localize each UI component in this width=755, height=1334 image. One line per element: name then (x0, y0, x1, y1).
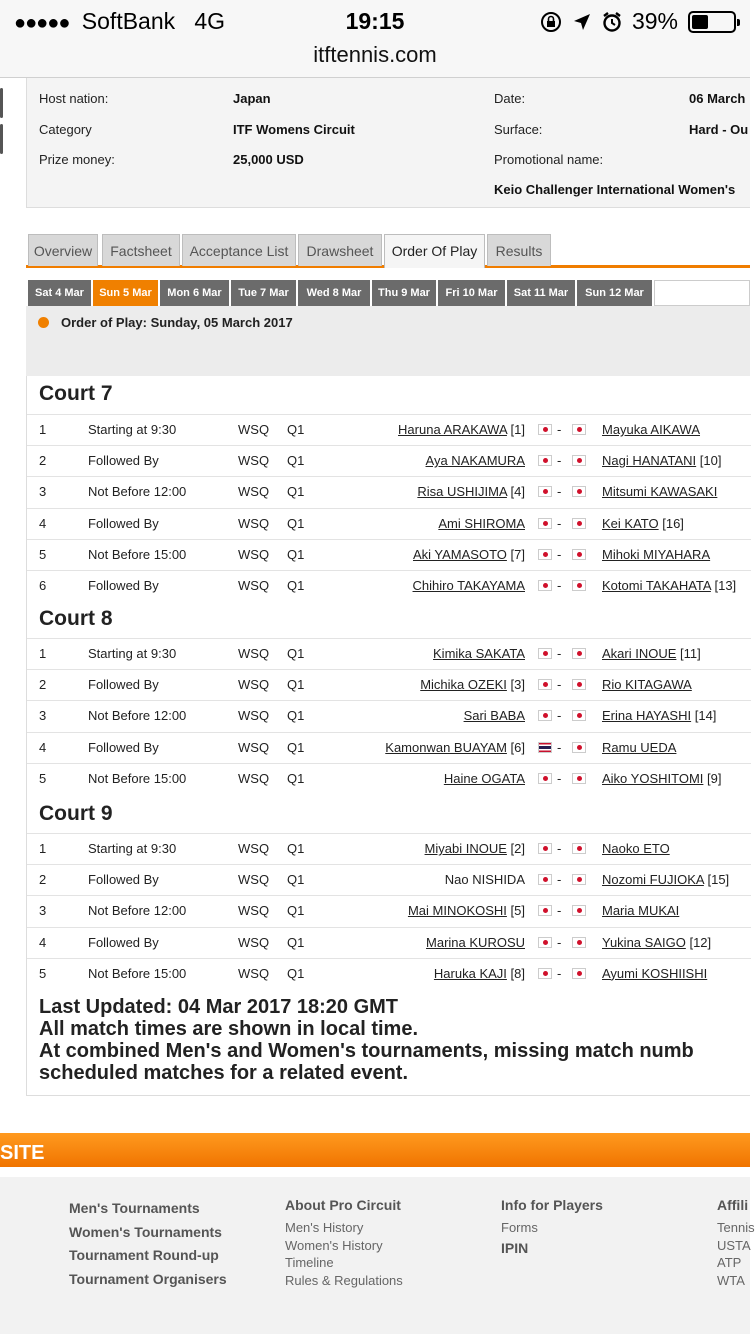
player-two (602, 701, 716, 731)
japan-flag-icon (538, 580, 552, 591)
player-two (602, 571, 736, 601)
match-number: 4 (39, 515, 47, 531)
match-number: 6 (39, 578, 47, 593)
match-row (27, 539, 751, 570)
footer-heading[interactable]: Info for Players (501, 1197, 603, 1213)
network-type: 4G (194, 8, 225, 34)
match-round: Q1 (287, 422, 305, 437)
footer-link[interactable]: WTA (717, 1272, 745, 1288)
footer-link[interactable]: USTA (717, 1237, 751, 1253)
player-one-seed: [4] (510, 484, 525, 500)
versus-separator: - (557, 515, 562, 531)
footer-link[interactable]: IPIN (501, 1239, 529, 1256)
footer-col-players (501, 1197, 603, 1260)
versus-separator: - (557, 841, 562, 856)
host-nation-value: Japan (233, 91, 271, 106)
match-start: Followed By (88, 515, 159, 531)
match-number: 2 (39, 872, 47, 888)
promo-label: Promotional name: (494, 152, 604, 167)
japan-flag-icon (538, 937, 552, 948)
player-one (417, 477, 525, 507)
day-sat-4[interactable]: Sat 4 Mar (28, 280, 91, 306)
match-number: 5 (39, 770, 47, 786)
tab-overview[interactable]: Overview (28, 234, 98, 266)
match-row (27, 669, 751, 700)
player-one-link[interactable]: Haruna ARAKAWA (398, 422, 507, 437)
battery-icon (688, 11, 736, 33)
versus-separator: - (557, 646, 562, 661)
match-round: Q1 (287, 841, 305, 856)
japan-flag-icon (572, 710, 586, 721)
match-number: 2 (39, 677, 47, 693)
japan-flag-icon (572, 679, 586, 690)
japan-flag-icon (572, 742, 586, 753)
player-two-seed: [12] (689, 934, 712, 950)
match-start: Followed By (88, 872, 159, 888)
versus-separator: - (557, 546, 562, 562)
player-two-seed: [9] (707, 770, 722, 786)
japan-flag-icon (538, 773, 552, 784)
category-label: Category (39, 122, 92, 137)
player-two (602, 509, 684, 539)
japan-flag-icon (538, 486, 552, 497)
prize-value: 25,000 USD (233, 152, 304, 167)
player-one (413, 571, 525, 601)
tournament-tabs (26, 234, 750, 268)
match-round: Q1 (287, 708, 305, 724)
match-round: Q1 (287, 646, 305, 661)
japan-flag-icon (572, 455, 586, 466)
bullet-icon (38, 317, 49, 328)
player-two-link[interactable]: Nozomi FUJIOKA (602, 872, 704, 888)
match-event: WSQ (238, 770, 270, 786)
versus-separator: - (557, 770, 562, 786)
match-event: WSQ (238, 965, 270, 981)
match-round: Q1 (287, 546, 305, 562)
match-number: 5 (39, 546, 47, 562)
match-event: WSQ (238, 646, 270, 661)
player-one-seed: [2] (510, 841, 525, 856)
schedule-notes (39, 996, 694, 1084)
match-event: WSQ (238, 677, 270, 693)
player-one (464, 701, 525, 731)
site-banner-label: SITE (0, 1142, 45, 1164)
player-two-link[interactable]: Yukina SAIGO (602, 934, 686, 950)
match-round: Q1 (287, 872, 305, 888)
match-event: WSQ (238, 484, 270, 500)
japan-flag-icon (572, 486, 586, 497)
match-row (27, 570, 751, 601)
player-two (602, 834, 670, 864)
player-one-link[interactable]: Aya NAKAMURA (425, 453, 525, 469)
player-two-seed: [14] (694, 708, 717, 724)
match-number: 3 (39, 484, 47, 500)
day-mon-6[interactable]: Mon 6 Mar (160, 280, 229, 306)
japan-flag-icon (572, 905, 586, 916)
match-row (27, 638, 751, 669)
player-two-seed: [10] (699, 453, 722, 469)
japan-flag-icon (572, 843, 586, 854)
japan-flag-icon (572, 937, 586, 948)
footer-link[interactable]: Forms (501, 1220, 538, 1235)
match-event: WSQ (238, 453, 270, 469)
player-one-seed: [8] (510, 965, 525, 981)
versus-separator: - (557, 708, 562, 724)
player-two-link[interactable]: Ramu UEDA (602, 739, 677, 755)
match-row (27, 700, 751, 731)
japan-flag-icon (572, 773, 586, 784)
player-two-link[interactable]: Mihoki MIYAHARA (602, 546, 711, 562)
schedule (26, 376, 750, 1096)
japan-flag-icon (538, 874, 552, 885)
combined-note-cont: scheduled matches for a related event. (39, 1062, 409, 1084)
japan-flag-icon (538, 455, 552, 466)
player-two-link[interactable]: Nagi HANATANI (602, 453, 697, 469)
footer-link[interactable]: Women's History (285, 1237, 383, 1253)
match-round: Q1 (287, 453, 305, 469)
match-number: 1 (39, 841, 47, 856)
player-two (602, 477, 717, 507)
match-event: WSQ (238, 422, 270, 437)
combined-note: At combined Men's and Women's tournaments, missing match numb (39, 1040, 694, 1062)
court-heading: Court 8 (39, 607, 113, 630)
japan-flag-icon (538, 843, 552, 854)
match-row (27, 895, 751, 926)
match-start: Not Before 12:00 (88, 903, 187, 919)
match-start: Followed By (88, 739, 159, 755)
japan-flag-icon (538, 424, 552, 435)
day-sat-11[interactable]: Sat 11 Mar (507, 280, 575, 306)
player-one (425, 834, 525, 864)
japan-flag-icon (572, 648, 586, 659)
player-two-link[interactable]: Akari INOUE (602, 646, 677, 661)
player-one-link[interactable]: Haine OGATA (443, 770, 525, 786)
versus-separator: - (557, 578, 562, 593)
match-start: Not Before 12:00 (88, 708, 187, 724)
player-two (602, 639, 701, 669)
day-thu-9[interactable]: Thu 9 Mar (372, 280, 436, 306)
versus-separator: - (557, 739, 562, 755)
date-label: Date: (494, 91, 526, 106)
court-heading: Court 7 (39, 382, 113, 405)
player-one (434, 959, 525, 989)
player-one-seed: [7] (510, 546, 525, 562)
footer-link[interactable]: Women's Tournaments (69, 1223, 222, 1240)
player-one-link[interactable]: Sari BABA (463, 708, 525, 724)
tab-order-of-play[interactable]: Order Of Play (384, 234, 485, 268)
match-start: Not Before 12:00 (88, 484, 187, 500)
match-round: Q1 (287, 677, 305, 693)
match-round: Q1 (287, 965, 305, 981)
site-banner (0, 1133, 750, 1167)
player-two (602, 446, 721, 476)
match-round: Q1 (287, 903, 305, 919)
day-wed-8[interactable]: Wed 8 Mar (298, 280, 370, 306)
match-event: WSQ (238, 708, 270, 724)
japan-flag-icon (572, 580, 586, 591)
battery-percent: 39% (631, 8, 678, 34)
player-one (385, 733, 525, 763)
player-two (602, 540, 710, 570)
player-one (445, 865, 525, 895)
player-one (438, 509, 525, 539)
match-round: Q1 (287, 578, 305, 593)
japan-flag-icon (572, 549, 586, 560)
player-one-seed: [6] (510, 739, 525, 755)
match-number: 1 (39, 422, 47, 437)
day-selector (26, 280, 750, 306)
match-number: 4 (39, 934, 47, 950)
match-row (27, 763, 751, 794)
match-event: WSQ (238, 934, 270, 950)
surface-value: Hard - Ou (689, 122, 749, 137)
order-of-play-header (26, 306, 750, 376)
player-one (408, 896, 525, 926)
player-one (413, 540, 525, 570)
url-bar[interactable]: itftennis.com (0, 40, 750, 78)
match-round: Q1 (287, 484, 305, 500)
japan-flag-icon (538, 518, 552, 529)
match-number: 3 (39, 903, 47, 919)
player-two (602, 928, 711, 958)
match-start: Not Before 15:00 (88, 965, 187, 981)
player-one-link[interactable]: Kimika SAKATA (433, 646, 525, 661)
day-sun-12[interactable]: Sun 12 Mar (577, 280, 652, 306)
court-heading: Court 9 (39, 802, 113, 825)
player-one-seed: [1] (510, 422, 525, 437)
japan-flag-icon (538, 968, 552, 979)
status-right (540, 8, 736, 35)
player-two (602, 764, 721, 794)
match-event: WSQ (238, 739, 270, 755)
player-two (602, 896, 679, 926)
versus-separator: - (557, 872, 562, 888)
status-bar (0, 0, 750, 40)
player-one (444, 764, 525, 794)
footer-link[interactable]: Men's History (285, 1220, 364, 1235)
footer-link[interactable]: Tennis (717, 1220, 755, 1235)
date-value: 06 March (689, 91, 746, 106)
player-one (426, 446, 525, 476)
player-two-link[interactable]: Mayuka AIKAWA (602, 422, 701, 437)
player-one-seed: [5] (510, 903, 525, 919)
location-arrow-icon (572, 12, 592, 32)
match-event: WSQ (238, 515, 270, 531)
japan-flag-icon (538, 549, 552, 560)
player-two-link[interactable]: Aiko YOSHITOMI (602, 770, 704, 786)
match-event: WSQ (238, 903, 270, 919)
thailand-flag-icon (538, 742, 552, 753)
match-row (27, 958, 751, 989)
match-row (27, 833, 751, 864)
player-one (420, 670, 525, 700)
player-one-seed: [3] (510, 677, 525, 693)
footer-link[interactable]: Tournament Organisers (69, 1270, 227, 1287)
match-number: 2 (39, 453, 47, 469)
footer-link[interactable]: Timeline (285, 1255, 334, 1270)
player-two-link[interactable]: Mitsumi KAWASAKI (602, 484, 718, 500)
player-one-link[interactable]: Miyabi INOUE (424, 841, 507, 856)
player-two (602, 733, 676, 763)
host-nation-label: Host nation: (39, 91, 109, 106)
footer-link[interactable]: Men's Tournaments (69, 1200, 200, 1216)
match-round: Q1 (287, 739, 305, 755)
match-start: Starting at 9:30 (88, 841, 177, 856)
prize-label: Prize money: (39, 152, 115, 167)
promo-value: Keio Challenger International Women's (494, 182, 736, 197)
match-row (27, 927, 751, 958)
versus-separator: - (557, 422, 562, 437)
versus-separator: - (557, 677, 562, 693)
japan-flag-icon (538, 905, 552, 916)
player-two-link[interactable]: Kotomi TAKAHATA (602, 578, 711, 593)
player-one-link[interactable]: Haruka KAJI (433, 965, 507, 981)
japan-flag-icon (572, 518, 586, 529)
match-row (27, 476, 751, 507)
player-one (433, 639, 525, 669)
player-one-name: Nao NISHIDA (444, 872, 525, 888)
match-start: Starting at 9:30 (88, 646, 177, 661)
player-two (602, 670, 692, 700)
japan-flag-icon (572, 424, 586, 435)
player-two-link[interactable]: Maria MUKAI (602, 903, 680, 919)
tab-factsheet[interactable]: Factsheet (102, 234, 180, 266)
match-round: Q1 (287, 934, 305, 950)
versus-separator: - (557, 965, 562, 981)
footer-col-tournaments (69, 1197, 227, 1291)
match-round: Q1 (287, 770, 305, 786)
match-row (27, 414, 751, 445)
match-number: 3 (39, 708, 47, 724)
match-event: WSQ (238, 546, 270, 562)
player-two-seed: [16] (662, 515, 684, 531)
last-updated: Last Updated: 04 Mar 2017 18:20 GMT (39, 996, 399, 1018)
signal-icon: ●●●●● (14, 12, 70, 34)
player-one-link[interactable]: Ami SHIROMA (438, 515, 525, 531)
match-event: WSQ (238, 872, 270, 888)
footer-col-pro-circuit (285, 1197, 403, 1289)
left-edge-marks (0, 88, 4, 168)
clock: 19:15 (345, 8, 405, 34)
player-two-seed: [15] (707, 872, 730, 888)
match-event: WSQ (238, 841, 270, 856)
player-one-link[interactable]: Mai MINOKOSHI (407, 903, 507, 919)
day-sun-5[interactable]: Sun 5 Mar (93, 280, 158, 306)
player-one-link[interactable]: Risa USHIJIMA (417, 484, 507, 500)
player-two-link[interactable]: Ayumi KOSHIISHI (602, 965, 708, 981)
tournament-info (26, 78, 750, 208)
day-fri-10[interactable]: Fri 10 Mar (438, 280, 505, 306)
alarm-icon (602, 11, 622, 33)
orientation-lock-icon (540, 11, 562, 33)
match-start: Not Before 15:00 (88, 770, 187, 786)
match-start: Followed By (88, 453, 159, 469)
match-start: Followed By (88, 578, 159, 593)
order-of-play-title: Order of Play: Sunday, 05 March 2017 (61, 315, 293, 330)
japan-flag-icon (572, 874, 586, 885)
match-number: 1 (39, 646, 47, 661)
footer-link[interactable]: Rules & Regulations (285, 1272, 403, 1288)
player-one-link[interactable]: Aki YAMASOTO (412, 546, 507, 562)
player-one (426, 928, 525, 958)
local-time-note: All match times are shown in local time. (39, 1018, 418, 1040)
day-tue-7[interactable]: Tue 7 Mar (231, 280, 296, 306)
tab-drawsheet[interactable]: Drawsheet (298, 234, 382, 266)
japan-flag-icon (572, 968, 586, 979)
japan-flag-icon (538, 679, 552, 690)
match-event: WSQ (238, 578, 270, 593)
player-two-link[interactable]: Naoko ETO (602, 841, 670, 856)
match-round: Q1 (287, 515, 305, 531)
carrier-name: SoftBank (81, 8, 176, 34)
versus-separator: - (557, 903, 562, 919)
player-two-seed: [13] (714, 578, 737, 593)
match-number: 5 (39, 965, 47, 981)
player-two-link[interactable]: Rio KITAGAWA (602, 677, 692, 693)
match-start: Not Before 15:00 (88, 546, 187, 562)
player-one (398, 415, 525, 445)
match-row (27, 732, 751, 763)
site-footer (0, 1177, 755, 1334)
player-one-link[interactable]: Marina KUROSU (426, 934, 525, 950)
versus-separator: - (557, 934, 562, 950)
match-row (27, 864, 751, 895)
player-two-seed: [11] (680, 646, 701, 661)
player-one-link[interactable]: Michika OZEKI (420, 677, 507, 693)
surface-label: Surface: (494, 122, 543, 137)
versus-separator: - (557, 453, 562, 469)
player-one-link[interactable]: Kamonwan BUAYAM (385, 739, 507, 755)
player-one-link[interactable]: Chihiro TAKAYAMA (412, 578, 525, 593)
match-number: 4 (39, 739, 47, 755)
player-two-link[interactable]: Kei KATO (602, 515, 659, 531)
player-two (602, 959, 707, 989)
japan-flag-icon (538, 710, 552, 721)
player-two (602, 865, 729, 895)
tab-results[interactable]: Results (487, 234, 551, 266)
footer-heading[interactable]: About Pro Circuit (285, 1197, 401, 1213)
match-start: Followed By (88, 677, 159, 693)
footer-link[interactable]: ATP (717, 1255, 742, 1270)
match-start: Starting at 9:30 (88, 422, 177, 437)
footer-link[interactable]: Tournament Round-up (69, 1247, 219, 1263)
japan-flag-icon (538, 648, 552, 659)
tab-acceptance-list[interactable]: Acceptance List (182, 234, 296, 266)
versus-separator: - (557, 484, 562, 500)
player-two (602, 415, 700, 445)
match-start: Followed By (88, 934, 159, 950)
player-two-link[interactable]: Erina HAYASHI (602, 708, 692, 724)
footer-col-affiliates (717, 1197, 755, 1289)
category-value: ITF Womens Circuit (233, 122, 355, 137)
match-row (27, 508, 751, 539)
match-row (27, 445, 751, 476)
day-selector-filler (654, 280, 750, 306)
footer-heading[interactable]: Affili (717, 1197, 749, 1213)
